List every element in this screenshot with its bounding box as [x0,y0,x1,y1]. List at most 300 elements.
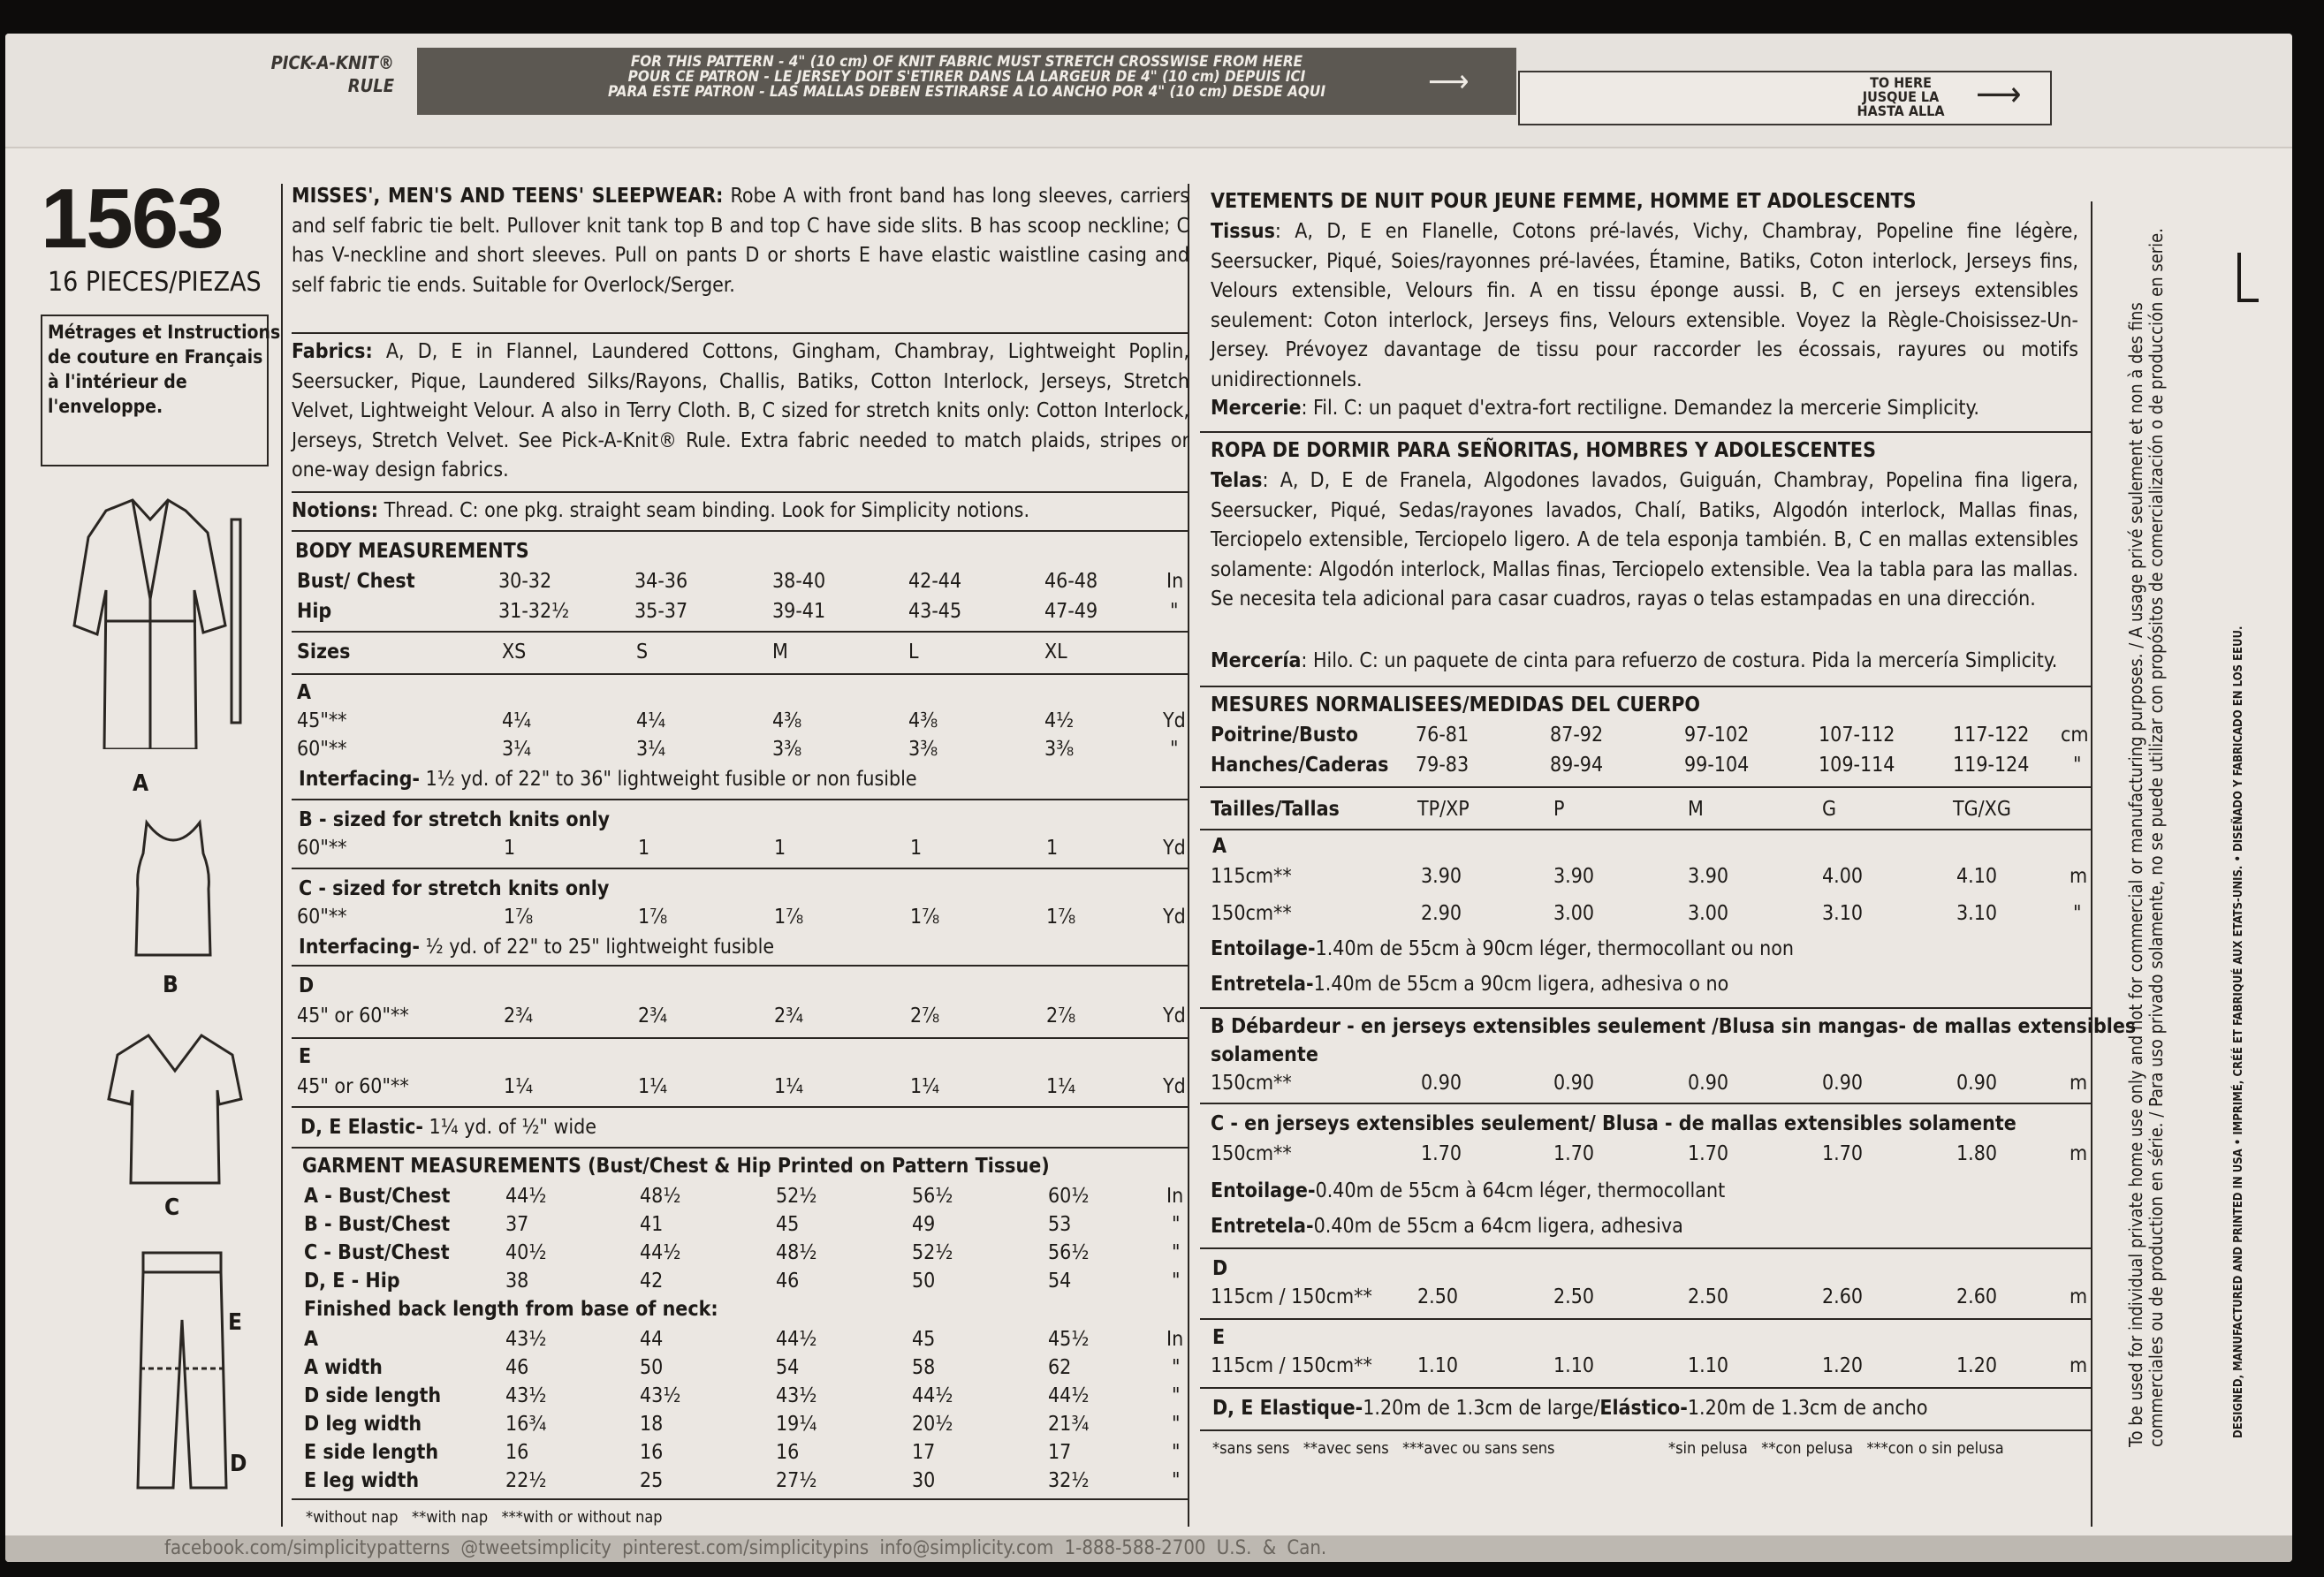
metric-bust-value: 107-112 [1819,724,1895,747]
row-label: 45"** [297,709,347,732]
length-value: 32½ [1048,1469,1090,1492]
metric-bust-value: 117-122 [1953,724,2030,747]
english-title: MISSES', MEN'S AND TEENS' SLEEPWEAR: [292,185,724,208]
metric-value: 2.50 [1417,1285,1459,1308]
length-value: 62 [1048,1356,1072,1379]
divider [292,491,1189,493]
yardage-value: 1 [1046,837,1059,860]
divider [1200,431,2091,433]
divider [292,1498,1189,1500]
divider [292,868,1189,869]
metric-value: 4.10 [1956,865,1998,888]
entoilage-label: Entoilage- [1211,937,1316,960]
metric-hip-value: 99-104 [1684,754,1750,777]
metric-value: 2.50 [1553,1285,1595,1308]
unit: m [2070,1285,2088,1308]
length-value: 16 [505,1441,529,1464]
garment-measurements-title: GARMENT MEASUREMENTS (Bust/Chest & Hip Printed on Pattern Tissue) [302,1155,1050,1178]
length-value: 46 [505,1356,529,1379]
yardage-value: 1 [504,837,516,860]
elastic-text: 1.20m de 1.3cm de large/ [1363,1397,1600,1420]
metric-view-a: A [1212,835,1227,858]
unit: " [1172,1356,1181,1379]
metric-value: 0.90 [1822,1072,1864,1095]
unit: " [1172,1413,1181,1436]
metric-value: 1.70 [1553,1142,1595,1165]
a-interfacing [299,767,917,792]
yardage-value: 2¾ [774,1005,804,1027]
length-value: 17 [912,1441,936,1464]
length-value: 16¾ [505,1413,547,1436]
bust-l: 42-44 [908,570,962,593]
elastic-es-label: Elástico- [1599,1397,1688,1420]
unit: m [2070,1354,2088,1377]
metric-value: 1.20 [1956,1354,1998,1377]
length-row-label: E side length [304,1441,439,1464]
mercerie-label: Mercerie [1211,397,1302,420]
length-value: 44 [640,1328,664,1351]
interfacing-text: 1½ yd. of 22" to 36" lightweight fusible or non fusible [425,768,917,791]
to-here-en: TO HERE [1870,74,1932,91]
entretela-a [1211,972,1728,997]
size-m: M [772,641,788,663]
yardage-value: 1 [638,837,650,860]
french-mercerie [1211,396,1979,421]
unit: m [2070,1142,2088,1165]
divider [292,1147,1189,1149]
metric-value: 0.90 [1553,1072,1595,1095]
metric-value: 1.10 [1417,1354,1459,1377]
french-footnote: *sans sens **avec sens ***avec ou sans sens [1212,1439,1555,1458]
length-value: 45 [912,1328,936,1351]
yardage-value: 2⅞ [910,1005,940,1027]
yardage-value: 1 [910,837,923,860]
length-value: 19¼ [776,1413,817,1436]
garment-value: 54 [1048,1270,1072,1293]
tissus-text: : A, D, E en Flanelle, Cotons pré-lavés, Vichy, Chambray, Popeline fine légère, Seersucker, Piqué, Soies/rayonnes pré-lavées, Étamine, Batiks, Coton interlock, Jerseys fins, Velours extensible, Velours fin. A en tissu éponge aussi. B, C en jerseys extensibles seulement: Coton interlock, Jerseys fins, Velours extensible. Voyez la Règle-Choisissez-Un-Jersey. Prévoyez davantage de tissu pour raccorder les écossais, rayures ou motifs unidirectionnels. [1211,220,2078,391]
unit: cm [2061,724,2089,747]
entoilage-c [1211,1179,1725,1203]
garment-value: 56½ [912,1185,953,1208]
pieces-count: 16 PIECES/PIEZAS [48,267,262,298]
metric-size: P [1553,798,1565,821]
garment-value: 44½ [505,1185,547,1208]
english-notions [292,498,1029,523]
english-footnote: *without nap **with nap ***with or without nap [306,1508,663,1527]
unit: " [2073,902,2082,925]
entoilage-a [1211,936,1794,961]
yardage-value: 1⅞ [504,906,534,929]
garment-row-label: B - Bust/Chest [304,1213,451,1236]
hip-s: 35-37 [634,600,688,623]
robe-a-illustration [53,484,256,749]
elastic-line [300,1115,596,1140]
metric-value: 1.10 [1553,1354,1595,1377]
knit-line-es: PARA ESTE PATRON - LAS MALLAS DEBEN ESTIRARSE A LO ANCHO POR 4" (10 cm) DESDE AQUI [607,83,1326,101]
length-value: 20½ [912,1413,953,1436]
size-l: L [908,641,919,663]
size-xs: XS [502,641,527,663]
divider [292,1106,1189,1108]
spanish-title: ROPA DE DORMIR PARA SEÑORITAS, HOMBRES Y ADOLESCENTES [1211,439,1876,462]
metric-sizes-label: Tailles/Tallas [1211,798,1340,821]
metric-value: 3.10 [1956,902,1998,925]
french-box-line: à l'intérieur de [48,371,187,392]
unit: " [1172,1441,1181,1464]
metric-hip-value: 109-114 [1819,754,1895,777]
to-here-label [1834,76,1967,118]
metric-size: M [1688,798,1704,821]
length-row-label: E leg width [304,1469,420,1492]
metric-title: MESURES NORMALISEES/MEDIDAS DEL CUERPO [1211,694,1701,716]
french-box-line: l'enveloppe. [48,396,163,417]
metric-value: 3.90 [1688,865,1729,888]
row-label: 45" or 60"** [297,1005,409,1027]
metric-elastic-line [1212,1396,1928,1421]
view-a-label: A [133,770,149,797]
unit: " [1172,1241,1181,1264]
yardage-value: 1⅞ [910,906,940,929]
divider [292,631,1189,633]
garment-value: 45 [776,1213,800,1236]
garment-value: 38 [505,1270,529,1293]
tank-b-illustration [129,818,217,959]
metric-value: 0.90 [1421,1072,1462,1095]
length-value: 44½ [912,1384,953,1407]
length-value: 58 [912,1356,936,1379]
row-label: 115cm / 150cm** [1211,1285,1372,1308]
garment-row-label: D, E - Hip [304,1270,400,1293]
hip-l: 43-45 [908,600,962,623]
metric-size: G [1822,798,1837,821]
divider [1200,1247,2091,1249]
back-length-title: Finished back length from base of neck: [304,1298,718,1321]
entretela-label: Entretela- [1211,973,1314,996]
unit: " [1170,738,1179,761]
entretela-text: 0.40m de 55cm a 64cm ligera, adhesiva [1313,1215,1683,1238]
length-value: 45½ [1048,1328,1090,1351]
metric-bust-label: Poitrine/Busto [1211,724,1358,747]
entoilage-label: Entoilage- [1211,1179,1316,1202]
metric-view-c-heading: C - en jerseys extensibles seulement/ Blusa - de mallas extensibles solamente [1211,1112,2016,1135]
yardage-value: 1¼ [638,1075,668,1098]
garment-value: 41 [640,1213,664,1236]
legal-notice [2126,228,2167,1447]
metric-view-b-heading-cont: solamente [1211,1043,1318,1066]
divider [292,965,1189,967]
view-e-heading: E [299,1045,312,1068]
metric-value: 3.90 [1421,865,1462,888]
mercerie-text: : Fil. C: un paquet d'extra-fort rectiligne. Demandez la mercerie Simplicity. [1301,397,1979,420]
pick-a-knit-rule-word: RULE [347,75,394,96]
yardage-value: 3¼ [636,738,666,761]
metric-hip-value: 79-83 [1416,754,1470,777]
french-instructions-box [41,315,281,466]
unit: Yd [1163,906,1186,929]
bust-xl: 46-48 [1044,570,1098,593]
metric-hip-label: Hanches/Caderas [1211,754,1389,777]
metric-value: 0.90 [1688,1072,1729,1095]
metric-bust-value: 87-92 [1550,724,1604,747]
garment-row-label: C - Bust/Chest [304,1241,450,1264]
unit: Yd [1163,709,1186,732]
length-value: 54 [776,1356,800,1379]
metric-value: 2.50 [1688,1285,1729,1308]
spanish-footnote: *sin pelusa **con pelusa ***con o sin pelusa [1668,1439,2004,1458]
bust-xs: 30-32 [498,570,552,593]
legal-line: To be used for individual private home use only and not for commercial or manufacturing purposes. / A usage privé seulement et non à des fins [2125,302,2146,1447]
yardage-value: 1¼ [910,1075,940,1098]
metric-value: 1.70 [1688,1142,1729,1165]
length-value: 16 [640,1441,664,1464]
length-row-label: D leg width [304,1413,422,1436]
garment-value: 50 [912,1270,936,1293]
entretela-label: Entretela- [1211,1215,1314,1238]
metric-value: 1.10 [1688,1354,1729,1377]
metric-size: TG/XG [1953,798,2011,821]
divider [292,530,1189,532]
view-a-heading: A [297,681,312,704]
metric-value: 1.70 [1822,1142,1864,1165]
bust-m: 38-40 [772,570,826,593]
length-value: 17 [1048,1441,1072,1464]
yardage-value: 4¼ [502,709,532,732]
divider [292,799,1189,800]
divider [292,332,1189,334]
metric-hip-value: 89-94 [1550,754,1604,777]
top-c-illustration [104,1028,246,1187]
view-c-heading: C - sized for stretch knits only [299,877,610,900]
arrow-right-icon: ⟶ [1428,64,1470,100]
corner-mark [2237,253,2259,302]
tissus-label: Tissus [1211,220,1275,243]
yardage-value: 3⅜ [1044,738,1075,761]
row-label: 60"** [297,837,347,860]
unit: Yd [1163,837,1186,860]
hip-xl: 47-49 [1044,600,1098,623]
hip-xs: 31-32½ [498,600,570,623]
column-rule [281,184,283,1527]
entretela-text: 1.40m de 55cm a 90cm ligera, adhesiva o no [1313,973,1729,996]
telas-text: : A, D, E de Franela, Algodones lavados, Guiguán, Chambray, Popelina fina ligera, Seersucker, Piqué, Sedas/rayones lavados, Chalí, Batiks, Algodón interlock, Mallas finas, Terciopelo extensible, Terciopelo ligero. A de tela esponja también. B, C en mallas extensibles solamente: Algodón interlock, Mallas finas, Terciopelo extensible. Vea la tabla para las mallas. Se necesita tela adicional para casar cuadros, rayas o telas estampadas en una dirección. [1211,469,2078,610]
garment-value: 37 [505,1213,529,1236]
knit-line-fr: POUR CE PATRON - LE JERSEY DOIT S'ETIRER DANS LA LARGEUR DE 4" (10 cm) DEPUIS ICI [627,68,1306,86]
row-label: 150cm** [1211,1072,1292,1095]
telas-label: Telas [1211,469,1263,492]
length-value: 43½ [505,1328,547,1351]
length-value: 43½ [640,1384,681,1407]
yardage-value: 2¾ [504,1005,534,1027]
spanish-merceria [1211,648,2057,673]
garment-value: 44½ [640,1241,681,1264]
length-row-label: A [304,1328,319,1351]
unit: " [1172,1270,1181,1293]
spanish-telas [1211,466,2078,615]
divider [1200,1103,2091,1104]
body-measurements-title: BODY MEASUREMENTS [295,540,529,563]
garment-value: 48½ [640,1185,681,1208]
unit: In [1166,570,1184,593]
unit: Yd [1163,1005,1186,1027]
notions-text: Thread. C: one pkg. straight seam binding. Look for Simplicity notions. [384,499,1030,522]
garment-row-label: A - Bust/Chest [304,1185,451,1208]
metric-value: 1.20 [1822,1354,1864,1377]
pants-d-e-illustration [129,1249,235,1497]
garment-value: 53 [1048,1213,1072,1236]
elastic-label: D, E Elastic- [300,1116,423,1139]
pick-a-knit-title: PICK-A-KNIT® [270,52,394,73]
unit: m [2070,1072,2088,1095]
metric-size: TP/XP [1417,798,1470,821]
c-interfacing [299,935,774,959]
yardage-value: 2⅞ [1046,1005,1076,1027]
divider [1200,829,2091,830]
view-d-heading: D [299,974,315,997]
length-value: 21¾ [1048,1413,1090,1436]
length-value: 18 [640,1413,664,1436]
row-label: 150cm** [1211,1142,1292,1165]
elastic-label: D, E Elastique- [1212,1397,1363,1420]
column-rule [2091,201,2092,1527]
unit: In [1166,1185,1184,1208]
to-here-fr: JUSQUE LA [1862,88,1940,105]
french-title: VETEMENTS DE NUIT POUR JEUNE FEMME, HOMME ET ADOLESCENTS [1211,190,1917,213]
pattern-number: 1563 [41,171,223,266]
row-label: 115cm / 150cm** [1211,1354,1372,1377]
view-b-heading: B - sized for stretch knits only [299,808,610,831]
divider [1200,786,2091,788]
length-value: 43½ [776,1384,817,1407]
yardage-value: 4½ [1044,709,1075,732]
unit: " [1170,600,1179,623]
unit: In [1166,1328,1184,1351]
garment-value: 49 [912,1213,936,1236]
interfacing-label: Interfacing- [299,768,421,791]
interfacing-text: ½ yd. of 22" to 25" lightweight fusible [425,936,775,959]
pick-a-knit-label [270,51,394,97]
row-label: 150cm** [1211,902,1292,925]
hip-m: 39-41 [772,600,826,623]
view-e-label: E [228,1309,242,1336]
length-value: 25 [640,1469,664,1492]
yardage-value: 1¼ [774,1075,804,1098]
length-value: 43½ [505,1384,547,1407]
length-value: 22½ [505,1469,547,1492]
pick-a-knit-bar [417,48,1516,115]
divider [1200,1007,2091,1009]
row-label: 45" or 60"** [297,1075,409,1098]
bust-label: Bust/ Chest [297,570,415,593]
french-box-line: Métrages et Instructions [48,322,281,343]
yardage-value: 4¼ [636,709,666,732]
garment-value: 56½ [1048,1241,1090,1264]
unit: Yd [1163,1075,1186,1098]
length-value: 27½ [776,1469,817,1492]
view-c-label: C [164,1194,180,1221]
yardage-value: 1⅞ [638,906,668,929]
length-value: 30 [912,1469,936,1492]
size-s: S [636,641,649,663]
english-fabrics [292,337,1189,486]
yardage-value: 4⅜ [772,709,802,732]
metric-value: 1.70 [1421,1142,1462,1165]
metric-bust-value: 76-81 [1416,724,1470,747]
garment-value: 52½ [776,1185,817,1208]
garment-value: 46 [776,1270,800,1293]
metric-value: 0.90 [1956,1072,1998,1095]
garment-value: 48½ [776,1241,817,1264]
entoilage-text: 0.40m de 55cm à 64cm léger, thermocollant [1315,1179,1726,1202]
length-value: 44½ [1048,1384,1090,1407]
yardage-value: 1¼ [504,1075,534,1098]
metric-value: 2.60 [1956,1285,1998,1308]
divider [292,1037,1189,1039]
length-value: 50 [640,1356,664,1379]
divider [1200,1429,2091,1431]
metric-view-b-heading: B Débardeur - en jerseys extensibles seulement /Blusa sin mangas- de mallas extensibles [1211,1015,2137,1038]
view-d-label: D [230,1451,247,1477]
arrow-right-icon: ⟶ [1976,74,2022,115]
merceria-text: : Hilo. C: un paquete de cinta para refuerzo de costura. Pida la mercería Simplicity. [1301,649,2058,672]
metric-value: 1.80 [1956,1142,1998,1165]
social-footer: facebook.com/simplicitypatterns @tweetsimplicity pinterest.com/simplicitypins info@simplicity.com 1-888-588-2700 U.S. & Can. [5,1535,2292,1562]
unit: " [2073,754,2082,777]
metric-value: 3.90 [1553,865,1595,888]
metric-view-d: D [1212,1257,1228,1280]
yardage-value: 3⅜ [908,738,938,761]
length-row-label: A width [304,1356,383,1379]
legal-line: commerciales ou de production en série. / Para uso privado solamente, no se puede utilizar con propósitos de comercialización o de producción en serie. [2146,228,2167,1447]
length-row-label: D side length [304,1384,442,1407]
elastic-text: 1¼ yd. of ½" wide [429,1116,597,1139]
entoilage-text: 1.40m de 55cm à 90cm léger, thermocollant ou non [1315,937,1795,960]
unit: m [2070,865,2088,888]
view-b-label: B [163,972,178,998]
divider [1200,1318,2091,1320]
entretela-c [1211,1214,1683,1239]
divider [292,673,1189,675]
bust-s: 34-36 [634,570,688,593]
yardage-value: 4⅜ [908,709,938,732]
english-description [292,182,1189,300]
french-tissus [1211,217,2078,395]
unit: " [1172,1213,1181,1236]
yardage-value: 3¼ [502,738,532,761]
yardage-value: 3⅜ [772,738,802,761]
metric-view-e: E [1212,1326,1226,1349]
yardage-value: 1⅞ [1046,906,1076,929]
merceria-label: Mercería [1211,649,1302,672]
row-label: 115cm** [1211,865,1292,888]
fabrics-text: A, D, E in Flannel, Laundered Cottons, Gingham, Chambray, Lightweight Poplin, Seersucker, Pique, Laundered Silks/Rayons, Challis, Batiks, Cotton Interlock, Jerseys, Stretch Velvet, Lightweight Velour. A also in Terry Cloth. B, C sized for stretch knits only: Cotton Interlock, Jerseys, Stretch Velvet. See Pick-A-Knit® Rule. Extra fabric needed to match plaids, stripes or one-way design fabrics. [292,340,1189,481]
yardage-value: 1¼ [1046,1075,1076,1098]
to-here-es: HASTA ALLA [1857,102,1945,119]
garment-value: 52½ [912,1241,953,1264]
row-label: 60"** [297,738,347,761]
divider [1200,686,2091,687]
row-label: 60"** [297,906,347,929]
size-xl: XL [1044,641,1067,663]
length-value: 44½ [776,1328,817,1351]
garment-value: 60½ [1048,1185,1090,1208]
pattern-envelope-back [5,34,2292,1562]
yardage-value: 1⅞ [774,906,804,929]
metric-value: 3.00 [1688,902,1729,925]
sizes-label: Sizes [297,641,351,663]
metric-value: 2.60 [1822,1285,1864,1308]
yardage-value: 1 [774,837,786,860]
length-value: 16 [776,1441,800,1464]
